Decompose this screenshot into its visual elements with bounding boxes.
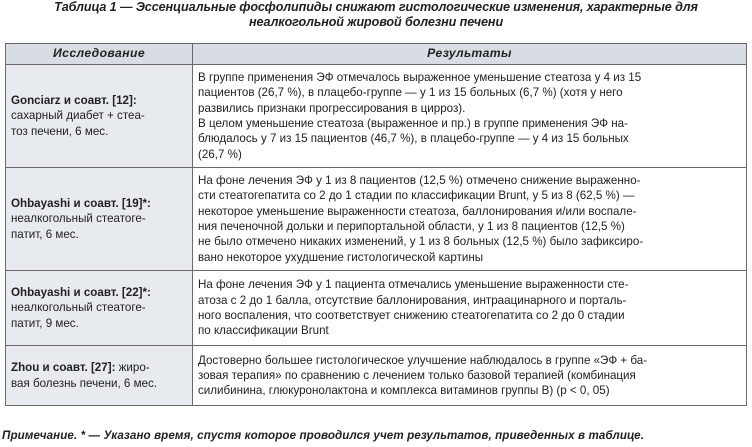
result-line: силибинина, глюкуронолактона и комплекса витаминов группы В) (p < 0, 05) [198,384,610,398]
study-line: патит, 9 мес. [11,316,79,330]
result-line: В целом уменьшение стеатоза (выраженное и пр.) в группе применения ЭФ на- [198,117,628,130]
study-cell [6,168,193,271]
result-line: ния печеночной дольки и перипортальной области, у 1 из 8 пациентов (12,5 %) [198,220,625,233]
study-author: Zhou и соавт. [27]: [11,361,116,375]
table-row [6,168,747,271]
table-header-row [6,44,747,65]
result-line: ного воспаления, что соответствует снижению стеатогепатита со 2 до 0 стадии [198,309,625,322]
result-line: На фоне лечения ЭФ у 1 из 8 пациентов (12,5 %) отмечено снижение выраженно- [198,174,641,188]
study-line: патит, 6 мес. [11,227,79,241]
result-cell [193,271,747,346]
result-line: по классификации Brunt [198,324,329,338]
table-caption [0,0,752,30]
study-line: неалкогольный стеатоге- [11,212,146,226]
result-cell [193,346,747,406]
table-row [6,271,747,346]
study-cell [6,65,193,168]
result-line: некоторое уменьшение выраженности стеатоза, баллонирования и/или воспале- [198,204,637,218]
result-line: атоза с 2 до 1 балла, отсутствие баллонирования, интраацинарного и порталь- [198,293,627,307]
caption-line-1: Таблица 1 — Эссенциальные фосфолипиды снижают гистологические изменения, характерные для [54,0,698,14]
result-cell [193,65,747,168]
result-cell [193,168,747,271]
table-row [6,65,747,168]
header-results: Результаты [193,44,747,65]
table-note: Примечание. * — Указано время, спустя которое проводился учет результатов, приведенных в таблице. [2,429,645,442]
study-cell [6,346,193,406]
study-line: вая болезнь печени, 6 мес. [11,376,158,390]
caption-line-2: неалкогольной жировой болезни печени [248,15,504,29]
results-table [5,43,747,406]
table-row [6,346,747,406]
result-line: Достоверно большее гистологическое улучшение наблюдалось в группе «ЭФ + ба- [198,353,648,367]
result-line: На фоне лечения ЭФ у 1 пациента отмечались уменьшение выраженности сте- [198,278,629,292]
result-line: развились признаки прогрессирования в цирроз). [198,101,466,115]
result-line: не было отмечено никаких изменений, у 1 из 8 больных (12,5 %) было зафиксиро- [198,235,644,249]
study-line: неалкогольный стеатоге- [11,301,146,315]
result-line: вано некоторое ухудшение гистологической картины [198,250,484,264]
result-line: (26,7 %) [198,147,242,161]
study-line: тоз печени, 6 мес. [11,124,109,138]
result-line: блюдалось у 7 из 15 пациентов (46,7 %), в плацебо-группе — у 4 из 15 больных [198,132,629,146]
study-first-line [11,360,187,375]
result-line: зовая терапия» по сравнению с лечением только базовой терапией (комбинация [198,368,636,382]
result-line: пациентов (26,7 %), в плацебо-группе — у 1 из 15 больных (6,7 %) (хотя у него [198,86,623,100]
study-line: жиро- [118,361,150,375]
study-author: Ohbayashi и соавт. [22]*: [11,286,151,300]
result-line: В группе применения ЭФ отмечалось выраженное уменьшение стеатоза у 4 из 15 [198,71,642,85]
study-cell [6,271,193,346]
study-line: сахарный диабет + стеа- [11,109,145,123]
study-author: Ohbayashi и соавт. [19]*: [11,197,151,211]
header-study: Исследование [6,44,193,65]
result-line: сти стеатогепатита со 2 до 1 стадии по классификации Brunt, у 5 из 8 (62,5 %) — [198,189,635,203]
study-author: Gonciarz и соавт. [12]: [11,94,137,108]
